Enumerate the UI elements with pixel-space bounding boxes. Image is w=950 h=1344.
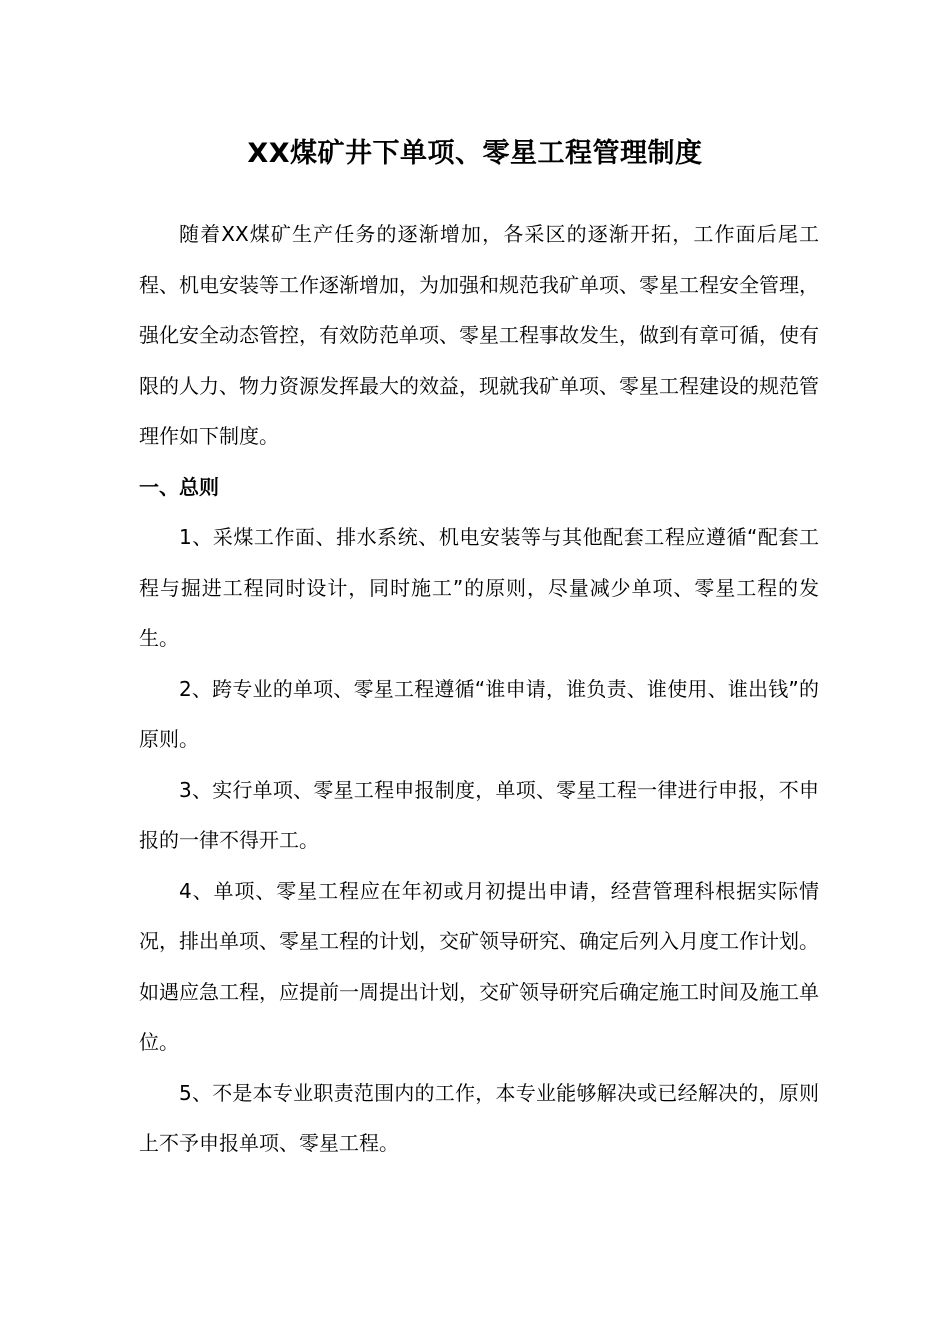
rule-item-3: 3、实行单项、零星工程申报制度，单项、零星工程一律进行申报，不申报的一律不得开工。: [139, 777, 819, 852]
rule-item-4: 4、单项、零星工程应在年初或月初提出申请，经营管理科根据实际情况，排出单项、零星工程的计划，交矿领导研究、确定后列入月度工作计划。如遇应急工程，应提前一周提出计划，交矿领导研究后确定施工时间及施工单位。: [139, 878, 819, 1054]
document-title: XX煤矿井下单项、零星工程管理制度: [247, 138, 703, 169]
intro-paragraph: 随着XX煤矿生产任务的逐渐增加，各采区的逐渐开拓，工作面后尾工程、机电安装等工作逐渐增加，为加强和规范我矿单项、零星工程安全管理，强化安全动态管控，有效防范单项、零星工程事故发生，做到有章可循，使有限的人力、物力资源发挥最大的效益，现就我矿单项、零星工程建设的规范管理作如下制度。: [139, 222, 819, 448]
rule-item-5: 5、不是本专业职责范围内的工作，本专业能够解决或已经解决的，原则上不予申报单项、零星工程。: [139, 1080, 819, 1155]
rule-item-2: 2、跨专业的单项、零星工程遵循“谁申请，谁负责、谁使用、谁出钱”的原则。: [139, 676, 819, 751]
section-heading-general: 一、总则: [139, 474, 219, 499]
document-body: [139, 209, 819, 1169]
rule-item-1: 1、采煤工作面、排水系统、机电安装等与其他配套工程应遵循“配套工程与掘进工程同时设计，同时施工”的原则，尽量减少单项、零星工程的发生。: [139, 525, 819, 650]
